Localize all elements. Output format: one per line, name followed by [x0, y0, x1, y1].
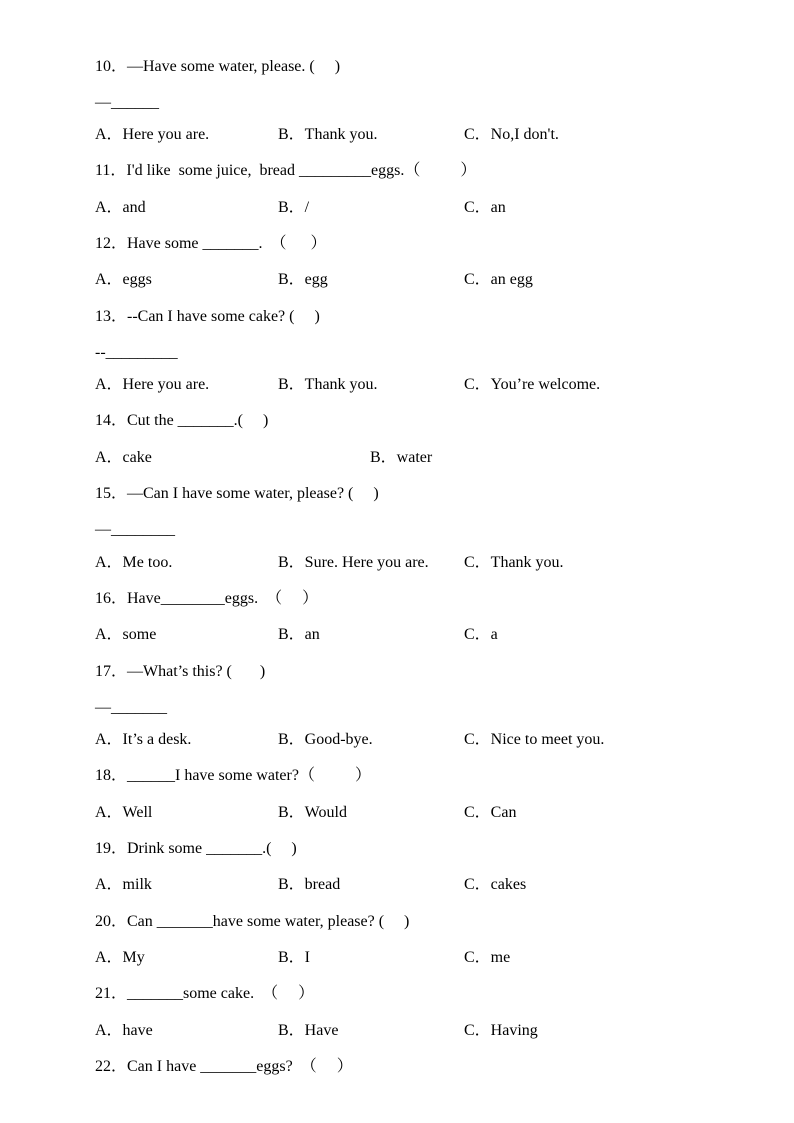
question-16-stem: 16．Have________eggs. （ ）: [95, 590, 319, 607]
question-18-option-a: A．Well: [95, 804, 153, 821]
question-13-stem: 13．--Can I have some cake? ( ): [95, 308, 320, 325]
question-15-stem: 15．—Can I have some water, please? ( ): [95, 485, 379, 502]
question-11-option-b: B．/: [278, 199, 310, 216]
question-17-stem: 17．—What’s this? ( ): [95, 663, 266, 680]
question-20-option-b: B．I: [278, 949, 311, 966]
question-13-option-a: A．Here you are.: [95, 376, 210, 393]
question-11-stem: 11．I'd like some juice, bread _________eggs.（ ）: [95, 162, 477, 179]
question-17-option-c: C．Nice to meet you.: [464, 731, 605, 748]
question-22-stem: 22．Can I have _______eggs? （ ）: [95, 1058, 353, 1075]
question-10-answer-line: —______: [95, 94, 159, 111]
question-15-option-b: B．Sure. Here you are.: [278, 554, 429, 571]
question-10-option-a: A．Here you are.: [95, 126, 210, 143]
question-12-option-b: B．egg: [278, 271, 328, 288]
question-18-option-c: C．Can: [464, 804, 517, 821]
question-17-option-a: A．It’s a desk.: [95, 731, 192, 748]
question-21-option-b: B．Have: [278, 1022, 339, 1039]
question-13-option-c: C．You’re welcome.: [464, 376, 601, 393]
question-11-option-a: A．and: [95, 199, 146, 216]
question-12-option-a: A．eggs: [95, 271, 152, 288]
question-19-option-b: B．bread: [278, 876, 341, 893]
question-10-stem: 10．—Have some water, please. ( ): [95, 58, 341, 75]
question-15-option-c: C．Thank you.: [464, 554, 564, 571]
question-15-answer-line: —________: [95, 521, 175, 538]
question-13-option-b: B．Thank you.: [278, 376, 378, 393]
question-20-option-a: A．My: [95, 949, 145, 966]
question-12-option-c: C．an egg: [464, 271, 533, 288]
question-21-option-a: A．have: [95, 1022, 153, 1039]
question-12-stem: 12．Have some _______. （ ）: [95, 235, 327, 252]
question-13-answer-line: --_________: [95, 344, 178, 361]
question-21-stem: 21．_______some cake. （ ）: [95, 985, 315, 1002]
question-10-option-b: B．Thank you.: [278, 126, 378, 143]
question-19-option-c: C．cakes: [464, 876, 527, 893]
question-15-option-a: A．Me too.: [95, 554, 173, 571]
question-18-stem: 18．______I have some water?（ ）: [95, 767, 371, 784]
question-11-option-c: C．an: [464, 199, 506, 216]
question-19-stem: 19．Drink some _______.( ): [95, 840, 297, 857]
question-17-answer-line: —_______: [95, 699, 167, 716]
question-20-stem: 20．Can _______have some water, please? ( ): [95, 913, 410, 930]
question-16-option-c: C．a: [464, 626, 498, 643]
question-17-option-b: B．Good-bye.: [278, 731, 373, 748]
question-14-stem: 14．Cut the _______.( ): [95, 412, 269, 429]
question-14-option-a: A．cake: [95, 449, 152, 466]
question-16-option-a: A．some: [95, 626, 157, 643]
question-18-option-b: B．Would: [278, 804, 347, 821]
question-10-option-c: C．No,I don't.: [464, 126, 559, 143]
question-14-option-b: B．water: [370, 449, 433, 466]
question-21-option-c: C．Having: [464, 1022, 538, 1039]
question-16-option-b: B．an: [278, 626, 320, 643]
question-20-option-c: C．me: [464, 949, 511, 966]
question-19-option-a: A．milk: [95, 876, 152, 893]
